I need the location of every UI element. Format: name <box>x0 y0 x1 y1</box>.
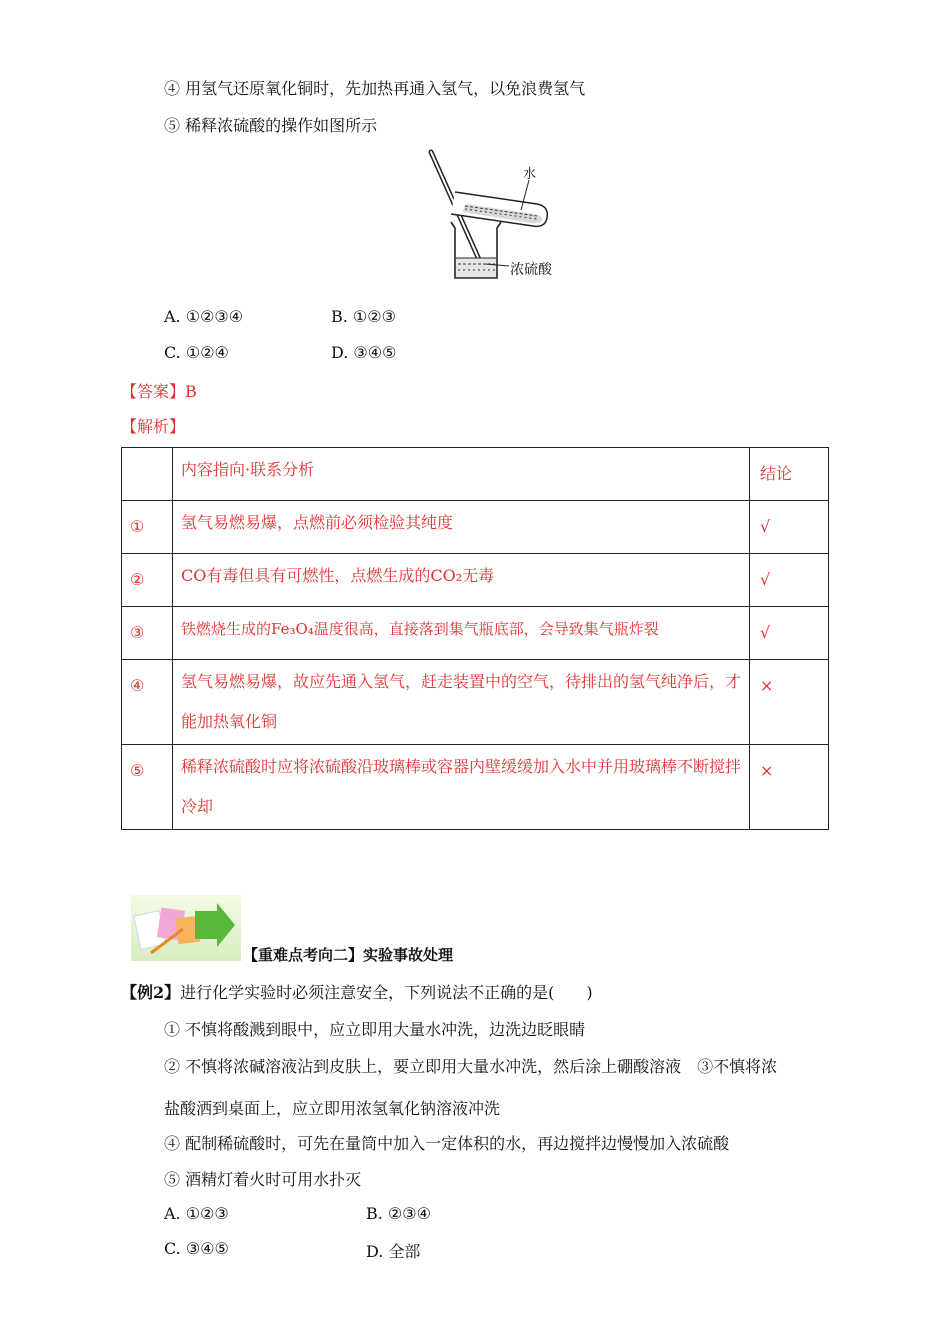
ex2-item-2-line1: ② 不慎将浓碱溶液沾到皮肤上，要立即用大量水冲洗，然后涂上硼酸溶液 ③不慎将浓 <box>164 1057 778 1076</box>
section-title: 【重难点考向二】实验事故处理 <box>243 946 454 964</box>
answer-line <box>121 379 197 402</box>
answer-value: B <box>185 382 197 401</box>
table-row <box>122 745 829 830</box>
table-row <box>122 607 829 660</box>
q1-option-d: D. ③④⑤ <box>331 343 397 362</box>
row-num: ④ <box>122 660 173 745</box>
ex2-item-1: ① 不慎将酸溅到眼中，应立即用大量水冲洗，边洗边眨眼睛 <box>164 1020 586 1039</box>
ex2-option-d: D. 全部 <box>366 1242 421 1261</box>
ex2-item-4: ④ 配制稀硫酸时，可先在量筒中加入一定体积的水，再边搅拌边慢慢加入浓硫酸 <box>164 1134 730 1153</box>
row-text: 铁燃烧生成的Fe₃O₄温度很高，直接落到集气瓶底部，会导致集气瓶炸裂 <box>173 607 750 660</box>
q1-item-4: ④ 用氢气还原氧化铜时，先加热再通入氢气，以免浪费氢气 <box>164 79 586 98</box>
row-result: × <box>750 660 829 745</box>
q1-item-5: ⑤ 稀释浓硫酸的操作如图所示 <box>164 116 378 135</box>
row-text: 氢气易燃易爆，点燃前必须检验其纯度 <box>173 501 750 554</box>
table-row <box>122 501 829 554</box>
ex2-item-2-line2: 盐酸洒到桌面上，应立即用浓氢氧化钠溶液冲洗 <box>164 1099 501 1118</box>
row-text: CO有毒但具有可燃性，点燃生成的CO₂无毒 <box>173 554 750 607</box>
row-text: 稀释浓硫酸时应将浓硫酸沿玻璃棒或容器内壁缓缓加入水中并用玻璃棒不断搅拌冷却 <box>173 745 750 830</box>
row-num: ③ <box>122 607 173 660</box>
q1-option-b: B. ①②③ <box>331 307 396 326</box>
example-question-text: 进行化学实验时必须注意安全，下列说法不正确的是( ) <box>180 983 593 1002</box>
answer-label: 【答案】 <box>121 382 186 401</box>
ex2-option-a: A. ①②③ <box>164 1204 229 1223</box>
ex2-item-5: ⑤ 酒精灯着火时可用水扑灭 <box>164 1170 362 1189</box>
analysis-label: 【解析】 <box>121 417 186 436</box>
q1-option-a: A. ①②③④ <box>164 307 244 326</box>
q1-option-c: C. ①②④ <box>164 343 229 362</box>
header-num-cell <box>122 448 173 501</box>
row-result: √ <box>750 607 829 660</box>
ex2-option-b: B. ②③④ <box>366 1204 431 1223</box>
row-result: × <box>750 745 829 830</box>
section-banner-icon <box>131 895 241 961</box>
water-label: 水 <box>523 167 537 182</box>
table-row <box>122 660 829 745</box>
table-row <box>122 554 829 607</box>
row-text: 氢气易燃易爆，故应先通入氢气，赶走装置中的空气，待排出的氢气纯净后，才能加热氧化铜 <box>173 660 750 745</box>
header-content-cell: 内容指向·联系分析 <box>173 448 750 501</box>
row-num: ⑤ <box>122 745 173 830</box>
table-header-row <box>122 448 829 501</box>
row-num: ① <box>122 501 173 554</box>
row-result: √ <box>750 554 829 607</box>
ex2-option-c: C. ③④⑤ <box>164 1239 229 1258</box>
analysis-table <box>121 447 829 830</box>
acid-label: 浓硫酸 <box>510 262 552 278</box>
row-result: √ <box>750 501 829 554</box>
row-num: ② <box>122 554 173 607</box>
header-conclusion-cell: 结论 <box>750 448 829 501</box>
example-2-question <box>121 980 593 1003</box>
example-label: 【例2】 <box>121 983 181 1002</box>
